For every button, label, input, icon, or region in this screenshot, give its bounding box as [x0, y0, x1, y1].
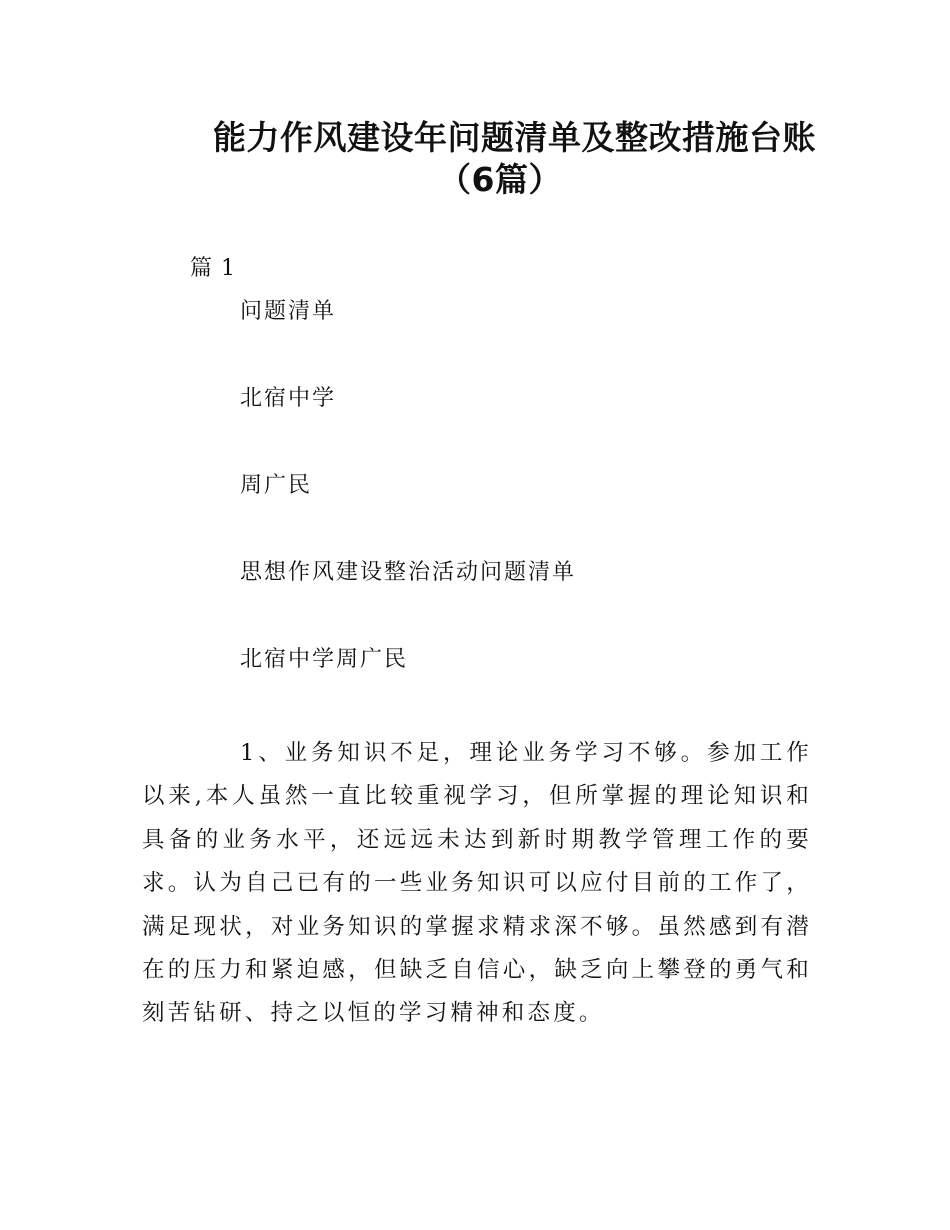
- section-label: 篇 1: [190, 256, 236, 281]
- document-title: 能力作风建设年问题清单及整改措施台账: [213, 118, 816, 157]
- school-name: 北宿中学: [240, 386, 337, 411]
- author-name: 周广民: [240, 473, 313, 498]
- heading-problem-list: 问题清单: [240, 299, 337, 324]
- document-title-count: （6篇）: [438, 160, 562, 199]
- body-paragraph: 1、业务知识不足，理论业务学习不够。参加工作以来,本人虽然一直比较重视学习，但所掌握的理论知识和具备的业务水平，还远远未达到新时期教学管理工作的要求。认为自己已有的一些业务知识可以应付目前的工作了，满足现状，对业务知识的掌握求精求深不够。虽然感到有潜在的压力和紧迫感，但缺乏自信心，缺乏向上攀登的勇气和刻苦钻研、持之以恒的学习精神和态度。: [142, 740, 812, 1027]
- school-author-line: 北宿中学周广民: [240, 647, 409, 672]
- subheading-problem-list: 思想作风建设整治活动问题清单: [240, 560, 577, 585]
